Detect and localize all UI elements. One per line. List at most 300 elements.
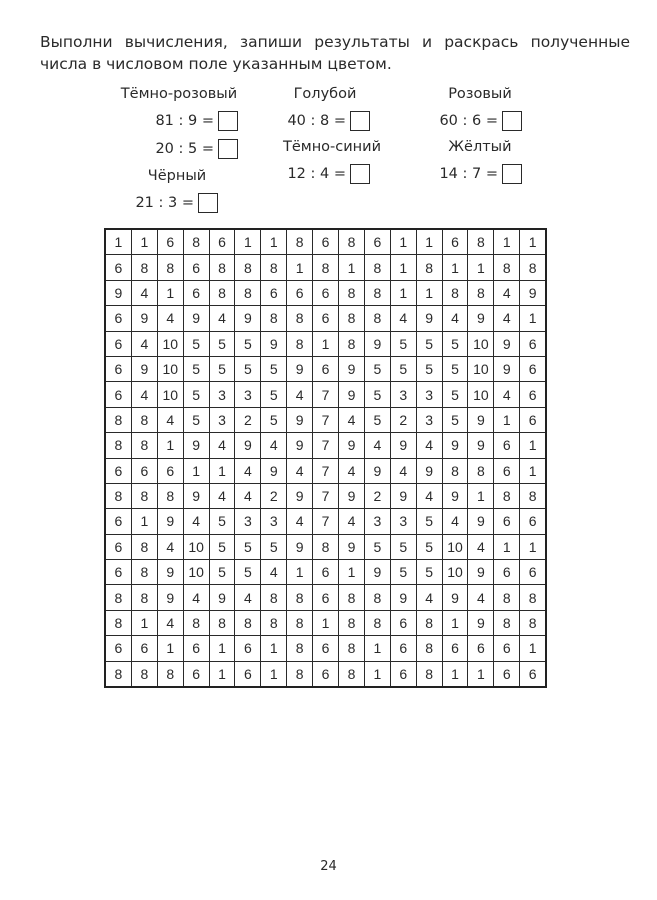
grid-cell[interactable]: 4 xyxy=(235,458,261,483)
grid-cell[interactable]: 8 xyxy=(364,585,390,610)
grid-cell[interactable]: 5 xyxy=(261,356,287,381)
grid-cell[interactable]: 8 xyxy=(183,610,209,635)
grid-cell[interactable]: 9 xyxy=(339,382,365,407)
grid-cell[interactable]: 9 xyxy=(442,433,468,458)
grid-cell[interactable]: 8 xyxy=(339,585,365,610)
grid-cell[interactable]: 6 xyxy=(105,306,131,331)
grid-cell[interactable]: 1 xyxy=(390,229,416,255)
grid-cell[interactable]: 5 xyxy=(261,534,287,559)
grid-cell[interactable]: 8 xyxy=(131,483,157,508)
grid-cell[interactable]: 6 xyxy=(313,585,339,610)
grid-cell[interactable]: 8 xyxy=(261,585,287,610)
grid-cell[interactable]: 1 xyxy=(313,610,339,635)
grid-cell[interactable]: 10 xyxy=(442,534,468,559)
grid-cell[interactable]: 8 xyxy=(494,483,520,508)
grid-cell[interactable]: 1 xyxy=(520,534,546,559)
grid-cell[interactable]: 1 xyxy=(261,229,287,255)
grid-cell[interactable]: 5 xyxy=(261,407,287,432)
grid-cell[interactable]: 9 xyxy=(287,356,313,381)
grid-cell[interactable]: 6 xyxy=(235,636,261,661)
grid-cell[interactable]: 4 xyxy=(494,382,520,407)
grid-cell[interactable]: 8 xyxy=(520,255,546,280)
grid-cell[interactable]: 5 xyxy=(416,560,442,585)
grid-cell[interactable]: 8 xyxy=(364,610,390,635)
grid-cell[interactable]: 8 xyxy=(339,306,365,331)
grid-cell[interactable]: 9 xyxy=(442,585,468,610)
grid-cell[interactable]: 7 xyxy=(313,458,339,483)
grid-cell[interactable]: 8 xyxy=(157,255,183,280)
grid-cell[interactable]: 9 xyxy=(287,407,313,432)
grid-cell[interactable]: 5 xyxy=(364,534,390,559)
grid-cell[interactable]: 8 xyxy=(235,610,261,635)
grid-cell[interactable]: 9 xyxy=(339,534,365,559)
grid-cell[interactable]: 6 xyxy=(442,229,468,255)
grid-cell[interactable]: 6 xyxy=(494,433,520,458)
answer-box[interactable] xyxy=(218,111,238,131)
grid-cell[interactable]: 6 xyxy=(313,306,339,331)
grid-cell[interactable]: 3 xyxy=(390,509,416,534)
grid-cell[interactable]: 4 xyxy=(209,306,235,331)
grid-cell[interactable]: 8 xyxy=(287,610,313,635)
grid-cell[interactable]: 8 xyxy=(287,636,313,661)
grid-cell[interactable]: 8 xyxy=(209,280,235,305)
grid-cell[interactable]: 5 xyxy=(235,560,261,585)
grid-cell[interactable]: 4 xyxy=(261,433,287,458)
grid-cell[interactable]: 9 xyxy=(442,483,468,508)
grid-cell[interactable]: 6 xyxy=(390,636,416,661)
grid-cell[interactable]: 8 xyxy=(416,255,442,280)
grid-cell[interactable]: 8 xyxy=(287,585,313,610)
grid-cell[interactable]: 8 xyxy=(494,255,520,280)
grid-cell[interactable]: 8 xyxy=(468,280,494,305)
grid-cell[interactable]: 6 xyxy=(364,229,390,255)
grid-cell[interactable]: 5 xyxy=(209,331,235,356)
grid-cell[interactable]: 8 xyxy=(339,661,365,687)
grid-cell[interactable]: 8 xyxy=(416,636,442,661)
grid-cell[interactable]: 4 xyxy=(157,407,183,432)
grid-cell[interactable]: 6 xyxy=(183,255,209,280)
grid-cell[interactable]: 4 xyxy=(390,306,416,331)
grid-cell[interactable]: 5 xyxy=(442,356,468,381)
grid-cell[interactable]: 10 xyxy=(442,560,468,585)
grid-cell[interactable]: 9 xyxy=(261,458,287,483)
grid-cell[interactable]: 5 xyxy=(416,509,442,534)
grid-cell[interactable]: 9 xyxy=(209,585,235,610)
grid-cell[interactable]: 5 xyxy=(390,534,416,559)
grid-cell[interactable]: 4 xyxy=(287,458,313,483)
grid-cell[interactable]: 9 xyxy=(468,433,494,458)
grid-cell[interactable]: 1 xyxy=(390,280,416,305)
grid-cell[interactable]: 4 xyxy=(131,331,157,356)
grid-cell[interactable]: 3 xyxy=(416,407,442,432)
grid-cell[interactable]: 8 xyxy=(313,534,339,559)
grid-cell[interactable]: 8 xyxy=(131,407,157,432)
grid-cell[interactable]: 4 xyxy=(442,509,468,534)
grid-cell[interactable]: 6 xyxy=(131,636,157,661)
grid-cell[interactable]: 1 xyxy=(157,636,183,661)
grid-cell[interactable]: 8 xyxy=(261,255,287,280)
grid-cell[interactable]: 9 xyxy=(468,610,494,635)
grid-cell[interactable]: 1 xyxy=(494,534,520,559)
grid-cell[interactable]: 4 xyxy=(131,382,157,407)
grid-cell[interactable]: 8 xyxy=(520,483,546,508)
grid-cell[interactable]: 5 xyxy=(442,407,468,432)
grid-cell[interactable]: 1 xyxy=(131,509,157,534)
answer-box[interactable] xyxy=(198,193,218,213)
grid-cell[interactable]: 5 xyxy=(209,509,235,534)
grid-cell[interactable]: 10 xyxy=(468,382,494,407)
grid-cell[interactable]: 5 xyxy=(209,356,235,381)
grid-cell[interactable]: 7 xyxy=(313,382,339,407)
grid-cell[interactable]: 6 xyxy=(520,382,546,407)
answer-box[interactable] xyxy=(218,139,238,159)
grid-cell[interactable]: 9 xyxy=(157,509,183,534)
grid-cell[interactable]: 10 xyxy=(183,560,209,585)
grid-cell[interactable]: 6 xyxy=(494,661,520,687)
grid-cell[interactable]: 8 xyxy=(235,280,261,305)
grid-cell[interactable]: 9 xyxy=(468,306,494,331)
grid-cell[interactable]: 5 xyxy=(235,356,261,381)
grid-cell[interactable]: 4 xyxy=(235,585,261,610)
grid-cell[interactable]: 1 xyxy=(209,636,235,661)
grid-cell[interactable]: 1 xyxy=(235,229,261,255)
grid-cell[interactable]: 5 xyxy=(183,407,209,432)
grid-cell[interactable]: 1 xyxy=(390,255,416,280)
grid-cell[interactable]: 5 xyxy=(390,356,416,381)
grid-cell[interactable]: 9 xyxy=(520,280,546,305)
grid-cell[interactable]: 1 xyxy=(494,229,520,255)
grid-cell[interactable]: 4 xyxy=(339,458,365,483)
grid-cell[interactable]: 5 xyxy=(364,356,390,381)
grid-cell[interactable]: 5 xyxy=(416,356,442,381)
grid-cell[interactable]: 8 xyxy=(339,280,365,305)
grid-cell[interactable]: 8 xyxy=(287,661,313,687)
grid-cell[interactable]: 5 xyxy=(235,534,261,559)
grid-cell[interactable]: 1 xyxy=(520,306,546,331)
grid-cell[interactable]: 5 xyxy=(364,407,390,432)
grid-cell[interactable]: 9 xyxy=(183,306,209,331)
grid-cell[interactable]: 8 xyxy=(105,483,131,508)
grid-cell[interactable]: 1 xyxy=(520,458,546,483)
grid-cell[interactable]: 1 xyxy=(468,255,494,280)
grid-cell[interactable]: 6 xyxy=(520,661,546,687)
grid-cell[interactable]: 2 xyxy=(390,407,416,432)
grid-cell[interactable]: 6 xyxy=(520,331,546,356)
grid-cell[interactable]: 4 xyxy=(157,306,183,331)
answer-box[interactable] xyxy=(350,111,370,131)
grid-cell[interactable]: 4 xyxy=(494,306,520,331)
grid-cell[interactable]: 10 xyxy=(183,534,209,559)
grid-cell[interactable]: 7 xyxy=(313,407,339,432)
grid-cell[interactable]: 1 xyxy=(339,560,365,585)
grid-cell[interactable]: 8 xyxy=(157,483,183,508)
grid-cell[interactable]: 6 xyxy=(105,458,131,483)
grid-cell[interactable]: 9 xyxy=(494,331,520,356)
grid-cell[interactable]: 8 xyxy=(105,433,131,458)
grid-cell[interactable]: 6 xyxy=(390,610,416,635)
grid-cell[interactable]: 8 xyxy=(416,661,442,687)
grid-cell[interactable]: 8 xyxy=(261,306,287,331)
grid-cell[interactable]: 4 xyxy=(183,509,209,534)
answer-box[interactable] xyxy=(502,164,522,184)
grid-cell[interactable]: 1 xyxy=(468,483,494,508)
grid-cell[interactable]: 6 xyxy=(313,356,339,381)
grid-cell[interactable]: 8 xyxy=(364,255,390,280)
grid-cell[interactable]: 6 xyxy=(287,280,313,305)
grid-cell[interactable]: 9 xyxy=(287,433,313,458)
grid-cell[interactable]: 3 xyxy=(261,509,287,534)
grid-cell[interactable]: 4 xyxy=(209,483,235,508)
grid-cell[interactable]: 8 xyxy=(157,661,183,687)
grid-cell[interactable]: 6 xyxy=(520,509,546,534)
grid-cell[interactable]: 1 xyxy=(287,560,313,585)
grid-cell[interactable]: 3 xyxy=(364,509,390,534)
grid-cell[interactable]: 8 xyxy=(416,610,442,635)
grid-cell[interactable]: 4 xyxy=(183,585,209,610)
grid-cell[interactable]: 1 xyxy=(520,229,546,255)
grid-cell[interactable]: 5 xyxy=(416,534,442,559)
grid-cell[interactable]: 9 xyxy=(131,306,157,331)
grid-cell[interactable]: 9 xyxy=(390,433,416,458)
grid-cell[interactable]: 9 xyxy=(157,585,183,610)
grid-cell[interactable]: 8 xyxy=(313,255,339,280)
grid-cell[interactable]: 4 xyxy=(209,433,235,458)
grid-cell[interactable]: 1 xyxy=(157,280,183,305)
grid-cell[interactable]: 1 xyxy=(209,661,235,687)
grid-cell[interactable]: 7 xyxy=(313,483,339,508)
grid-cell[interactable]: 1 xyxy=(105,229,131,255)
grid-cell[interactable]: 8 xyxy=(287,306,313,331)
grid-cell[interactable]: 1 xyxy=(313,331,339,356)
grid-cell[interactable]: 8 xyxy=(287,229,313,255)
grid-cell[interactable]: 1 xyxy=(416,280,442,305)
grid-cell[interactable]: 5 xyxy=(390,331,416,356)
grid-cell[interactable]: 6 xyxy=(442,636,468,661)
grid-cell[interactable]: 1 xyxy=(442,255,468,280)
grid-cell[interactable]: 7 xyxy=(313,509,339,534)
grid-cell[interactable]: 8 xyxy=(131,433,157,458)
grid-cell[interactable]: 5 xyxy=(442,382,468,407)
grid-cell[interactable]: 8 xyxy=(131,585,157,610)
grid-cell[interactable]: 6 xyxy=(390,661,416,687)
grid-cell[interactable]: 1 xyxy=(494,407,520,432)
grid-cell[interactable]: 8 xyxy=(494,585,520,610)
grid-cell[interactable]: 4 xyxy=(416,483,442,508)
grid-cell[interactable]: 10 xyxy=(157,331,183,356)
grid-cell[interactable]: 6 xyxy=(494,636,520,661)
grid-cell[interactable]: 4 xyxy=(157,610,183,635)
grid-cell[interactable]: 5 xyxy=(183,356,209,381)
grid-cell[interactable]: 6 xyxy=(105,331,131,356)
grid-cell[interactable]: 5 xyxy=(183,382,209,407)
grid-cell[interactable]: 6 xyxy=(105,356,131,381)
grid-cell[interactable]: 3 xyxy=(235,509,261,534)
grid-cell[interactable]: 1 xyxy=(416,229,442,255)
grid-cell[interactable]: 8 xyxy=(520,610,546,635)
grid-cell[interactable]: 1 xyxy=(131,229,157,255)
grid-cell[interactable]: 8 xyxy=(442,280,468,305)
grid-cell[interactable]: 5 xyxy=(442,331,468,356)
grid-cell[interactable]: 3 xyxy=(209,407,235,432)
grid-cell[interactable]: 3 xyxy=(235,382,261,407)
grid-cell[interactable]: 1 xyxy=(520,636,546,661)
grid-cell[interactable]: 8 xyxy=(131,661,157,687)
grid-cell[interactable]: 8 xyxy=(131,560,157,585)
grid-cell[interactable]: 1 xyxy=(442,610,468,635)
grid-cell[interactable]: 6 xyxy=(183,661,209,687)
grid-cell[interactable]: 4 xyxy=(494,280,520,305)
grid-cell[interactable]: 8 xyxy=(105,407,131,432)
grid-cell[interactable]: 1 xyxy=(442,661,468,687)
grid-cell[interactable]: 5 xyxy=(390,560,416,585)
grid-cell[interactable]: 1 xyxy=(287,255,313,280)
grid-cell[interactable]: 4 xyxy=(416,433,442,458)
grid-cell[interactable]: 6 xyxy=(105,560,131,585)
grid-cell[interactable]: 2 xyxy=(261,483,287,508)
grid-cell[interactable]: 6 xyxy=(183,636,209,661)
grid-cell[interactable]: 10 xyxy=(157,382,183,407)
grid-cell[interactable]: 8 xyxy=(131,255,157,280)
grid-cell[interactable]: 8 xyxy=(339,610,365,635)
grid-cell[interactable]: 4 xyxy=(416,585,442,610)
grid-cell[interactable]: 8 xyxy=(209,610,235,635)
grid-cell[interactable]: 9 xyxy=(287,534,313,559)
grid-cell[interactable]: 1 xyxy=(339,255,365,280)
grid-cell[interactable]: 4 xyxy=(468,585,494,610)
grid-cell[interactable]: 1 xyxy=(364,661,390,687)
grid-cell[interactable]: 6 xyxy=(468,636,494,661)
grid-cell[interactable]: 9 xyxy=(157,560,183,585)
grid-cell[interactable]: 9 xyxy=(416,458,442,483)
grid-cell[interactable]: 6 xyxy=(313,560,339,585)
grid-cell[interactable]: 8 xyxy=(287,331,313,356)
grid-cell[interactable]: 9 xyxy=(287,483,313,508)
grid-cell[interactable]: 8 xyxy=(209,255,235,280)
grid-cell[interactable]: 6 xyxy=(313,636,339,661)
grid-cell[interactable]: 9 xyxy=(390,585,416,610)
grid-cell[interactable]: 1 xyxy=(364,636,390,661)
grid-cell[interactable]: 6 xyxy=(105,636,131,661)
grid-cell[interactable]: 4 xyxy=(287,382,313,407)
grid-cell[interactable]: 6 xyxy=(313,280,339,305)
grid-cell[interactable]: 4 xyxy=(157,534,183,559)
grid-cell[interactable]: 6 xyxy=(494,458,520,483)
grid-cell[interactable]: 8 xyxy=(105,610,131,635)
grid-cell[interactable]: 9 xyxy=(364,458,390,483)
grid-cell[interactable]: 4 xyxy=(339,509,365,534)
grid-cell[interactable]: 1 xyxy=(183,458,209,483)
grid-cell[interactable]: 1 xyxy=(157,433,183,458)
grid-cell[interactable]: 8 xyxy=(261,610,287,635)
grid-cell[interactable]: 8 xyxy=(468,229,494,255)
grid-cell[interactable]: 10 xyxy=(468,331,494,356)
grid-cell[interactable]: 8 xyxy=(364,280,390,305)
grid-cell[interactable]: 9 xyxy=(416,306,442,331)
grid-cell[interactable]: 1 xyxy=(468,661,494,687)
grid-cell[interactable]: 8 xyxy=(494,610,520,635)
grid-cell[interactable]: 8 xyxy=(520,585,546,610)
grid-cell[interactable]: 8 xyxy=(364,306,390,331)
grid-cell[interactable]: 4 xyxy=(339,407,365,432)
grid-cell[interactable]: 1 xyxy=(520,433,546,458)
grid-cell[interactable]: 9 xyxy=(235,433,261,458)
grid-cell[interactable]: 8 xyxy=(105,661,131,687)
grid-cell[interactable]: 4 xyxy=(235,483,261,508)
grid-cell[interactable]: 6 xyxy=(520,560,546,585)
grid-cell[interactable]: 9 xyxy=(390,483,416,508)
grid-cell[interactable]: 6 xyxy=(261,280,287,305)
grid-cell[interactable]: 5 xyxy=(261,382,287,407)
grid-cell[interactable]: 4 xyxy=(261,560,287,585)
grid-cell[interactable]: 4 xyxy=(390,458,416,483)
grid-cell[interactable]: 8 xyxy=(131,534,157,559)
grid-cell[interactable]: 6 xyxy=(105,382,131,407)
grid-cell[interactable]: 9 xyxy=(183,433,209,458)
grid-cell[interactable]: 9 xyxy=(468,509,494,534)
grid-cell[interactable]: 10 xyxy=(468,356,494,381)
grid-cell[interactable]: 6 xyxy=(209,229,235,255)
grid-cell[interactable]: 1 xyxy=(209,458,235,483)
grid-cell[interactable]: 9 xyxy=(339,483,365,508)
grid-cell[interactable]: 8 xyxy=(339,636,365,661)
grid-cell[interactable]: 9 xyxy=(494,356,520,381)
grid-cell[interactable]: 2 xyxy=(364,483,390,508)
grid-cell[interactable]: 5 xyxy=(209,534,235,559)
grid-cell[interactable]: 5 xyxy=(364,382,390,407)
grid-cell[interactable]: 9 xyxy=(339,356,365,381)
grid-cell[interactable]: 8 xyxy=(105,585,131,610)
grid-cell[interactable]: 9 xyxy=(131,356,157,381)
grid-cell[interactable]: 8 xyxy=(339,229,365,255)
grid-cell[interactable]: 4 xyxy=(287,509,313,534)
grid-cell[interactable]: 8 xyxy=(183,229,209,255)
grid-cell[interactable]: 4 xyxy=(364,433,390,458)
grid-cell[interactable]: 9 xyxy=(261,331,287,356)
grid-cell[interactable]: 6 xyxy=(131,458,157,483)
grid-cell[interactable]: 9 xyxy=(468,407,494,432)
answer-box[interactable] xyxy=(502,111,522,131)
grid-cell[interactable]: 10 xyxy=(157,356,183,381)
grid-cell[interactable]: 6 xyxy=(183,280,209,305)
grid-cell[interactable]: 1 xyxy=(261,661,287,687)
grid-cell[interactable]: 3 xyxy=(390,382,416,407)
grid-cell[interactable]: 4 xyxy=(442,306,468,331)
grid-cell[interactable]: 6 xyxy=(105,509,131,534)
grid-cell[interactable]: 6 xyxy=(235,661,261,687)
grid-cell[interactable]: 9 xyxy=(468,560,494,585)
grid-cell[interactable]: 8 xyxy=(235,255,261,280)
grid-cell[interactable]: 6 xyxy=(157,458,183,483)
grid-cell[interactable]: 6 xyxy=(157,229,183,255)
grid-cell[interactable]: 8 xyxy=(339,331,365,356)
answer-box[interactable] xyxy=(350,164,370,184)
grid-cell[interactable]: 5 xyxy=(209,560,235,585)
grid-cell[interactable]: 3 xyxy=(209,382,235,407)
grid-cell[interactable]: 1 xyxy=(261,636,287,661)
grid-cell[interactable]: 6 xyxy=(494,560,520,585)
grid-cell[interactable]: 4 xyxy=(131,280,157,305)
grid-cell[interactable]: 9 xyxy=(364,560,390,585)
grid-cell[interactable]: 6 xyxy=(313,661,339,687)
grid-cell[interactable]: 9 xyxy=(339,433,365,458)
grid-cell[interactable]: 5 xyxy=(235,331,261,356)
grid-cell[interactable]: 5 xyxy=(183,331,209,356)
grid-cell[interactable]: 9 xyxy=(183,483,209,508)
grid-cell[interactable]: 2 xyxy=(235,407,261,432)
grid-cell[interactable]: 5 xyxy=(416,331,442,356)
grid-cell[interactable]: 7 xyxy=(313,433,339,458)
grid-cell[interactable]: 6 xyxy=(520,407,546,432)
